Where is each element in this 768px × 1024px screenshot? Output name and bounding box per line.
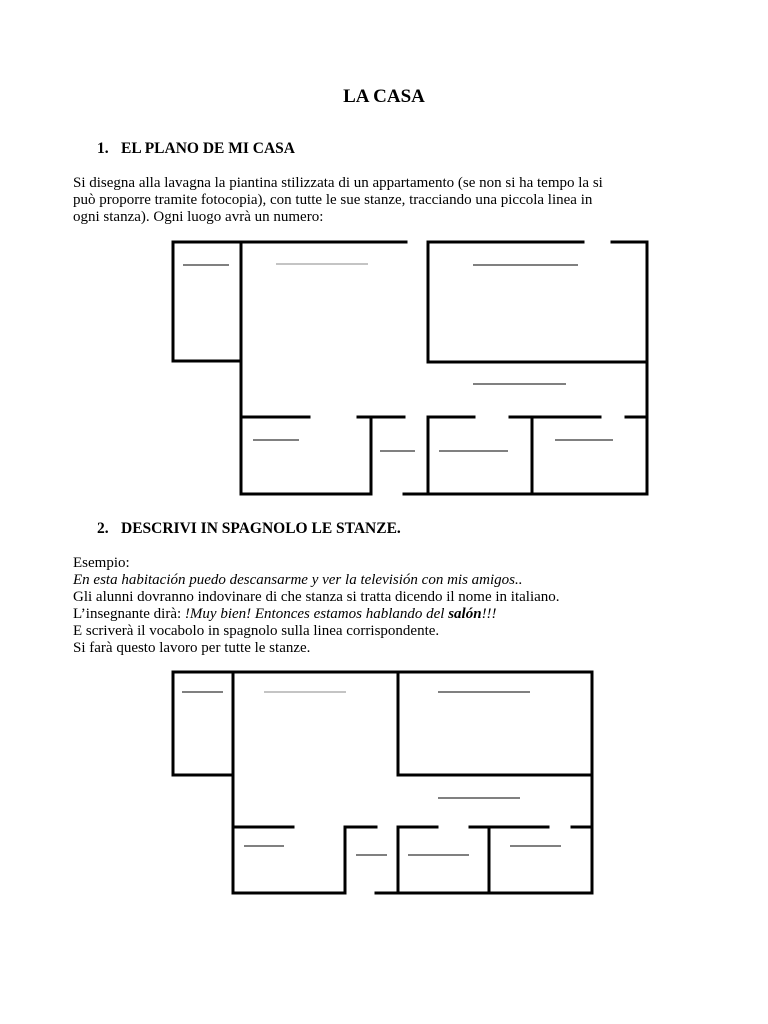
section-1-heading [97, 140, 295, 158]
instruction-line: ogni stanza). Ogni luogo avrà un numero: [73, 209, 324, 225]
instruction-line: può proporre tramite fotocopia), con tutte le sue stanze, tracciando una piccola linea in [73, 192, 593, 208]
instruction-line: E scriverà il vocabolo in spagnolo sulla linea corrispondente. [73, 623, 440, 639]
floor-plan-2 [0, 666, 768, 906]
instruction-line: Si disegna alla lavagna la piantina stilizzata di un appartamento (se non si ha tempo la si [73, 175, 603, 191]
example-sentence: En esta habitación puedo descansarme y ver la televisión con mis amigos.. [73, 572, 523, 588]
section-2-instructions [73, 555, 713, 657]
section-2-number: 2. [97, 520, 109, 537]
section-1-number: 1. [97, 140, 109, 157]
instruction-line: Gli alunni dovranno indovinare di che stanza si tratta dicendo il nome in italiano. [73, 589, 560, 605]
section-2-heading-text: DESCRIVI IN SPAGNOLO LE STANZE. [121, 520, 401, 537]
section-1-heading-text: EL PLANO DE MI CASA [121, 140, 295, 157]
page-title: LA CASA [343, 86, 425, 107]
walls [173, 672, 592, 893]
teacher-quote: !Muy bien! Entonces estamos hablando del [184, 606, 449, 622]
teacher-quote-end: !!! [481, 606, 497, 622]
example-label: Esempio: [73, 555, 130, 571]
floor-plan-1 [0, 236, 768, 506]
instruction-line: Si farà questo lavoro per tutte le stanze. [73, 640, 311, 656]
section-1-instructions [73, 175, 713, 226]
answer-blanks [183, 264, 613, 451]
teacher-prefix: L’insegnante dirà: [73, 606, 185, 622]
teacher-answer-word: salón [448, 606, 482, 622]
section-2-heading [97, 520, 401, 538]
walls [173, 242, 647, 494]
teacher-line [73, 606, 713, 623]
